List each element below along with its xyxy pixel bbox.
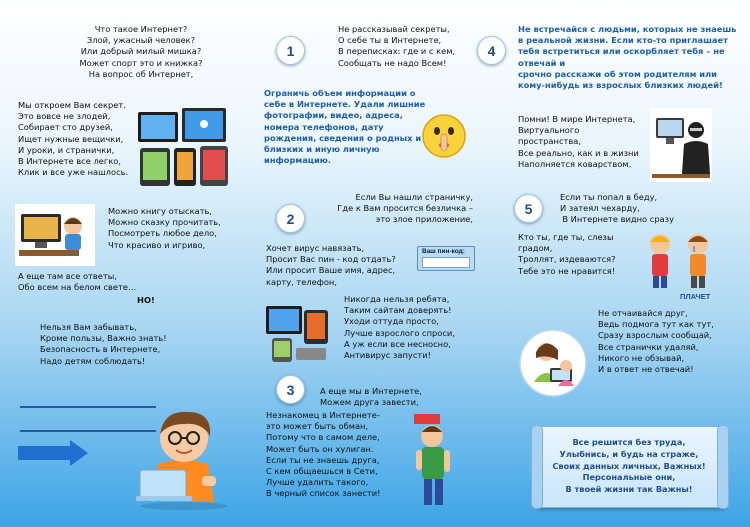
text-line: близких и иную личную [264,144,380,155]
rule5-poem [518,232,616,277]
text-line: Никого не обзывай, [598,352,685,363]
scroll-roll-right [717,425,729,509]
text-line: Тебе это не нравится! [518,265,616,276]
text-line: Собирает сто друзей, [18,122,113,133]
text-line: Злой, ужасный человек? [86,35,196,46]
rule2-virus [266,243,396,288]
text-line: Ищет нужные вещички, [18,133,124,144]
text-line: Обо всем на белом свете… [18,282,137,293]
text-line: Улыбнись, и будь на страже, [559,448,699,459]
text-line: В переписках: где и с кем, [338,46,456,57]
crying-comic-label: ПЛАЧЕТ [680,292,711,301]
rule4-advice [518,24,736,91]
rule3-poem [266,410,380,500]
stranger-computer-illustration [650,108,712,182]
text-line: Может быть он хулиган. [266,443,374,454]
text-line: Ведь подмога тут как тут, [598,319,714,330]
rule2-poem [328,192,473,226]
rule-number-badge: 2 [276,204,305,233]
intro-answers [18,271,136,293]
text-line: информацию. [264,155,331,166]
crying-kids-illustration [638,230,720,290]
text-line: О себе ты в Интернете, [338,35,442,46]
text-line: себе в Интернете. Удали лишние [264,99,426,110]
text-line: Сообщать не надо Всем! [338,57,447,68]
text-line: Наполняется коварством. [518,158,632,169]
intro-fairytale [108,206,221,251]
text-line: А еще мы в Интернете, [320,386,422,396]
text-line: Не отчаивайся друг, [598,308,688,318]
text-line: Если ты попал в беду, [560,192,658,202]
text-line: В черный список занести! [266,488,381,499]
text-line: В твоей жизни так Важны! [565,484,693,495]
text-line: Что красиво и игриво, [108,239,206,250]
text-line: Лучше взрослого спроси, [344,327,455,338]
rule-number-badge: 1 [276,36,305,65]
text-line: Надо детям соблюдать! [40,355,146,366]
text-line: А уж если все несносно, [344,338,451,349]
text-line: Мы откроем Вам секрет. [18,100,126,110]
text-line: Не рассказывай секреты, [338,24,450,34]
text-line: кому-нибудь из взрослых близких людей! [518,80,723,91]
text-line: Таким сайтам доверять! [344,305,452,316]
rule1-advice [264,88,425,166]
text-line: Все реально, как и в жизни [518,147,639,158]
text-line: И затеял чехарду, [560,203,640,214]
text-line: в реальной жизни. Если кто-то приглашает [518,35,728,46]
rule3-poem-top [318,386,422,408]
rule4-poem [518,114,639,170]
text-line: градом, [518,243,553,254]
shush-emoji-icon [420,112,468,160]
text-line: Это вовсе не злодей, [18,111,111,122]
text-line: Уходи оттуда просто, [344,316,439,327]
crying-comic [638,230,720,302]
text-line: Безопасность в Интернете, [40,344,161,355]
text-line: Кроме пользы, Важно знать! [40,333,167,344]
rule1-poem [338,24,455,69]
text-line: В Интернете видно сразу [562,214,674,225]
intro-secret [18,100,128,178]
rule5-advice [598,308,714,375]
text-line: рождения, сведения о родных и [264,132,422,143]
child-computer-illustration [15,204,95,266]
intro-warning [40,322,167,367]
text-line: Сразу взрослым сообщай, [598,330,712,341]
text-line: Можно книгу отыскать, [108,206,213,216]
boy-laptop-illustration [132,404,232,510]
text-line: карту, телефон, [266,276,337,287]
text-line: Посмотреть любое дело, [108,228,217,239]
rule-number-badge: 3 [276,375,305,404]
text-line: Своих данных личных, Важных! [552,460,706,471]
bully-character-illustration [410,412,460,512]
text-line: тебя встретиться или оскорбляет тебя – не [518,46,725,57]
text-line: номера телефонов, дату [264,121,384,132]
text-line: Или просит Ваше имя, адрес, [266,265,396,276]
text-line: Клик и все уже нашлось. [18,167,129,178]
text-line: С кем общаешься в Сети, [266,466,378,477]
text-line: Не встречайся с людьми, которых не знаешь [518,24,737,34]
text-line: Персональные они, [582,472,676,483]
text-line: отвечай и [518,57,566,68]
text-line: Если Вы нашли страничку, [355,192,473,202]
text-line: Просит Вас пин - код отдать? [266,254,396,265]
text-line: А еще там все ответы, [18,271,117,281]
text-line: Хочет вирус навязать, [266,243,365,253]
text-line: На вопрос об Интернет, [88,68,194,79]
text-line: Все странички удаляй, [598,341,699,352]
pin-code-prompt [417,246,475,271]
text-line: И в ответ не отвечай! [598,364,694,375]
text-line: Можно сказку прочитать, [108,217,221,228]
rule2-leave [344,294,455,361]
text-line: Где к Вам просится безличка – [337,203,473,214]
text-line: И уроки, и странички, [18,144,115,155]
text-line: Кто ты, где ты, слезы [518,232,614,242]
intro-poem [66,24,216,80]
text-line: Троллят, издеваются? [518,254,616,265]
text-line: Что такое Интернет? [94,24,188,34]
text-line: Виртуального [518,125,580,136]
text-line: Лучше удалить такого, [266,477,369,488]
text-line: Нельзя Вам забывать, [40,322,137,332]
pin-code-field [422,257,470,268]
text-line: Все решится без труда, [572,437,686,447]
text-line: Ограничь объем информации о [264,88,416,98]
text-line: Можем друга завести, [320,397,419,408]
gadgets-illustration [262,302,332,364]
rule-number-badge: 5 [514,194,543,223]
text-line: Может спорт это и книжка? [79,57,203,68]
text-line: Антивирус запусти! [344,350,431,361]
devices-illustration [136,108,230,190]
text-line: Никогда нельзя ребята, [344,294,450,304]
text-line: Незнакомец в Интернете- [266,410,380,420]
mother-child-illustration [518,328,588,398]
closing-text [540,437,718,496]
text-line: срочно расскажи об этом родителям или [518,68,717,79]
text-line: пространства, [518,136,581,147]
text-line: Если ты не знаешь друга, [266,454,380,465]
text-line: В Интернете все легко, [18,156,121,167]
text-line: Или добрый милый мишка? [80,46,202,57]
text-line: это может быть обман, [266,421,369,432]
intro-but: НО! [137,295,155,305]
pin-code-label: Ваш пин-код: [422,248,465,255]
rule-number-badge: 4 [477,36,506,65]
text-line: Помни! В мире Интернета, [518,114,636,124]
text-line: фотографии, видео, адреса, [264,110,403,121]
rule5-poem-top [540,192,674,226]
text-line: это злое приложение, [375,214,473,225]
text-line: Потому что в самом деле, [266,432,380,443]
